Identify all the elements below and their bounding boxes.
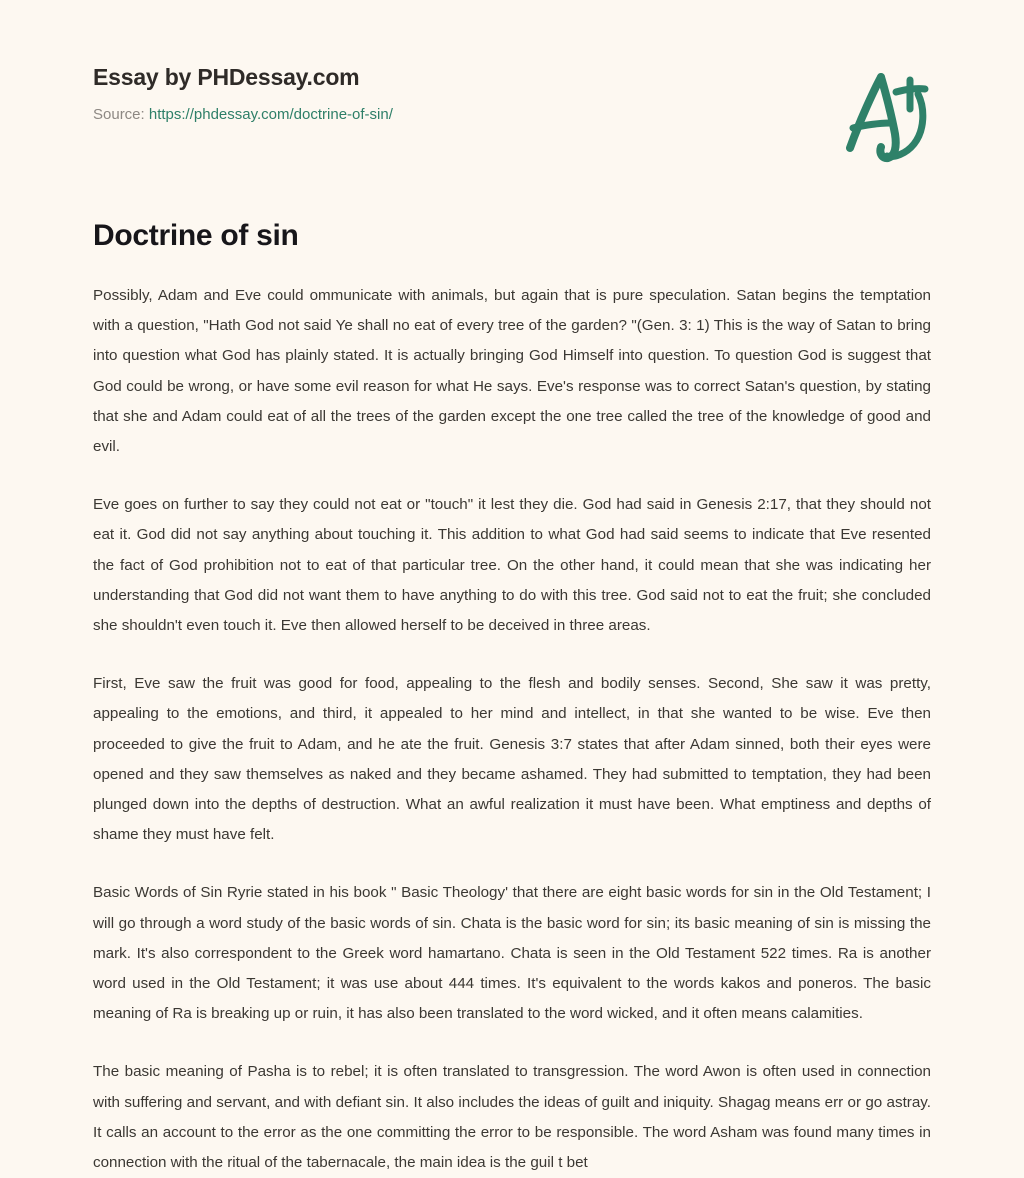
source-url-link[interactable]: https://phdessay.com/doctrine-of-sin/	[148, 106, 393, 123]
paragraph: The basic meaning of Pasha is to rebel; it is often translated to transgression. The word Awon is often used in connection with suffering and servant, and with defiant sin. It also includes the ideas of guilt and iniquity. Shagag means err or go astray. It calls an account to the error as the one committing the error to be responsible. The word Asham was found many times in connection with the ritual of the tabernacale, the main idea is the guil t bet	[93, 1063, 931, 1172]
essay-body	[93, 281, 931, 1178]
paragraph: First, Eve saw the fruit was good for food, appealing to the flesh and bodily senses. Second, She saw it was pretty, appealing to the emotions, and third, it appealed to her mind and intellect, in that she wanted to be wise. Eve then proceeded to give the fruit to Adam, and he ate the fruit. Genesis 3:7 states that after Adam sinned, both their eyes were opened and they saw themselves as naked and they became ashamed. They had submitted to temptation, they had been plunged down into the depths of destruction. What an awful realization it must have been. What emptiness and depths of shame they must have felt.	[93, 675, 931, 844]
aplus-logo-icon	[822, 52, 942, 172]
source-line	[93, 105, 931, 125]
paragraph: Basic Words of Sin Ryrie stated in his book " Basic Theology' that there are eight basic words for sin in the Old Testament; I will go through a word study of the basic words of sin. Chata is the basic word for sin; its basic meaning of sin is missing the mark. It's also correspondent to the Greek word hamartano. Chata is seen in the Old Testament 522 times. Ra is another word used in the Old Testament; it was use about 444 times. It's equivalent to the words kakos and poneros. The basic meaning of Ra is breaking up or ruin, it has also been translated to the word wicked, and it often means calamities.	[93, 884, 931, 1023]
paragraph: Possibly, Adam and Eve could ommunicate with animals, but again that is pure speculation. Satan begins the temptation with a question, "Hath God not said Ye shall no eat of every tree of the garden? "(Gen. 3: 1) This is the way of Satan to bring into question what God has plainly stated. It is actually bringing God Himself into question. To question God is suggest that God could be wrong, or have some evil reason for what He says. Eve's response was to correct Satan's question, by stating that she and Adam could eat of all the trees of the garden except the one tree called the tree of the knowledge of good and evil.	[93, 287, 931, 456]
page-header	[93, 62, 931, 125]
paragraph: Eve goes on further to say they could not eat or "touch" it lest they die. God had said in Genesis 2:17, that they should not eat it. God did not say anything about touching it. This addition to what God had said seems to indicate that Eve resented the fact of God prohibition not to eat of that particular tree. On the other hand, it could mean that she was indicating her understanding that God did not want them to have anything to do with this tree. God said not to eat the fruit; she concluded she shouldn't even touch it. Eve then allowed herself to be deceived in three areas.	[93, 496, 931, 635]
page-title: Doctrine of sin	[93, 219, 299, 252]
brand-title: Essay by PHDessay.com	[93, 64, 360, 90]
source-label: Source:	[93, 106, 145, 123]
